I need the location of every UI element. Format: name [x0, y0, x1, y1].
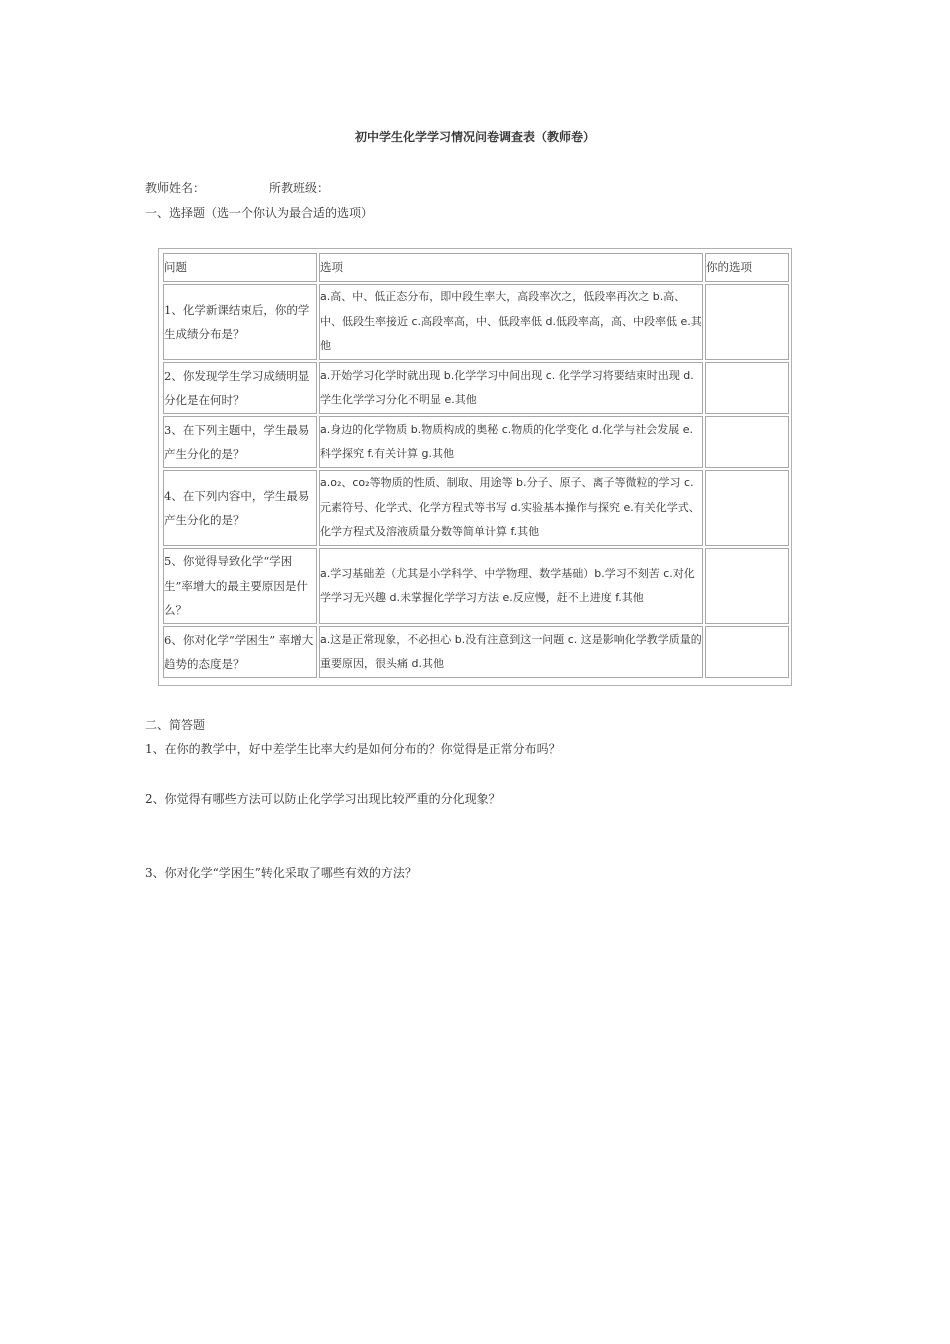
section-1-heading: 一、选择题（选一个你认为最合适的选项）	[145, 206, 374, 220]
class-label: 所教班级：	[269, 181, 330, 195]
question-cell: 4、在下列内容中，学生最易产生分化的是？	[163, 470, 317, 546]
question-cell: 2、你发现学生学习成绩明显分化是在何时？	[163, 362, 317, 414]
table-row	[163, 626, 789, 678]
options-cell: a.这是正常现象，不必担心 b.没有注意到这一问题 c. 这是影响化学教学质量的重要原因，很头痛 d.其他	[319, 626, 703, 678]
survey-table	[161, 251, 791, 680]
header-your-choice: 你的选项	[705, 253, 789, 282]
short-answer-question-2: 2、你觉得有哪些方法可以防止化学学习出现比较严重的分化现象？	[145, 792, 501, 806]
options-cell: a.学习基础差（尤其是小学科学、中学物理、数学基础）b.学习不刻苦 c.对化学学习无兴趣 d.未掌握化学学习方法 e.反应慢，赶不上进度 f.其他	[319, 548, 703, 624]
answer-cell[interactable]	[705, 626, 789, 678]
question-cell: 5、你觉得导致化学“学困生”率增大的最主要原因是什么？	[163, 548, 317, 624]
question-cell: 3、在下列主题中，学生最易产生分化的是？	[163, 416, 317, 468]
options-cell: a.o₂、co₂等物质的性质、制取、用途等 b.分子、原子、离子等微粒的学习 c.元素符号、化学式、化学方程式等书写 d.实验基本操作与探究 e.有关化学式、化学方程式及溶液质量分数等简单计算 f.其他	[319, 470, 703, 546]
short-answer-question-3: 3、你对化学“学困生”转化采取了哪些有效的方法？	[145, 866, 417, 880]
short-answer-question-1: 1、在你的教学中，好中差学生比率大约是如何分布的？你觉得是正常分布吗？	[145, 742, 561, 756]
section-2-heading: 二、简答题	[145, 718, 206, 732]
table-row	[163, 362, 789, 414]
answer-cell[interactable]	[705, 362, 789, 414]
header-options: 选项	[319, 253, 703, 282]
question-cell: 6、你对化学“学困生” 率增大趋势的态度是？	[163, 626, 317, 678]
table-header-row	[163, 253, 789, 282]
answer-cell[interactable]	[705, 548, 789, 624]
options-cell: a.开始学习化学时就出现 b.化学学习中间出现 c. 化学学习将要结束时出现 d.学生化学学习分化不明显 e.其他	[319, 362, 703, 414]
header-question: 问题	[163, 253, 317, 282]
options-cell: a.身边的化学物质 b.物质构成的奥秘 c.物质的化学变化 d.化学与社会发展 e.科学探究 f.有关计算 g.其他	[319, 416, 703, 468]
document-title: 初中学生化学学习情况问卷调查表（教师卷）	[354, 130, 595, 144]
options-cell: a.高、中、低正态分布，即中段生率大，高段率次之，低段率再次之 b.高、中、低段生率接近 c.高段率高，中、低段率低 d.低段率高，高、中段率低 e.其他	[319, 284, 703, 360]
teacher-info-line	[145, 179, 329, 196]
table-row	[163, 548, 789, 624]
table-row	[163, 284, 789, 360]
question-cell: 1、化学新课结束后，你的学生成绩分布是？	[163, 284, 317, 360]
table-row	[163, 470, 789, 546]
survey-table-frame	[158, 248, 792, 686]
teacher-name-label: 教师姓名：	[145, 181, 206, 195]
answer-cell[interactable]	[705, 284, 789, 360]
table-row	[163, 416, 789, 468]
answer-cell[interactable]	[705, 470, 789, 546]
answer-cell[interactable]	[705, 416, 789, 468]
